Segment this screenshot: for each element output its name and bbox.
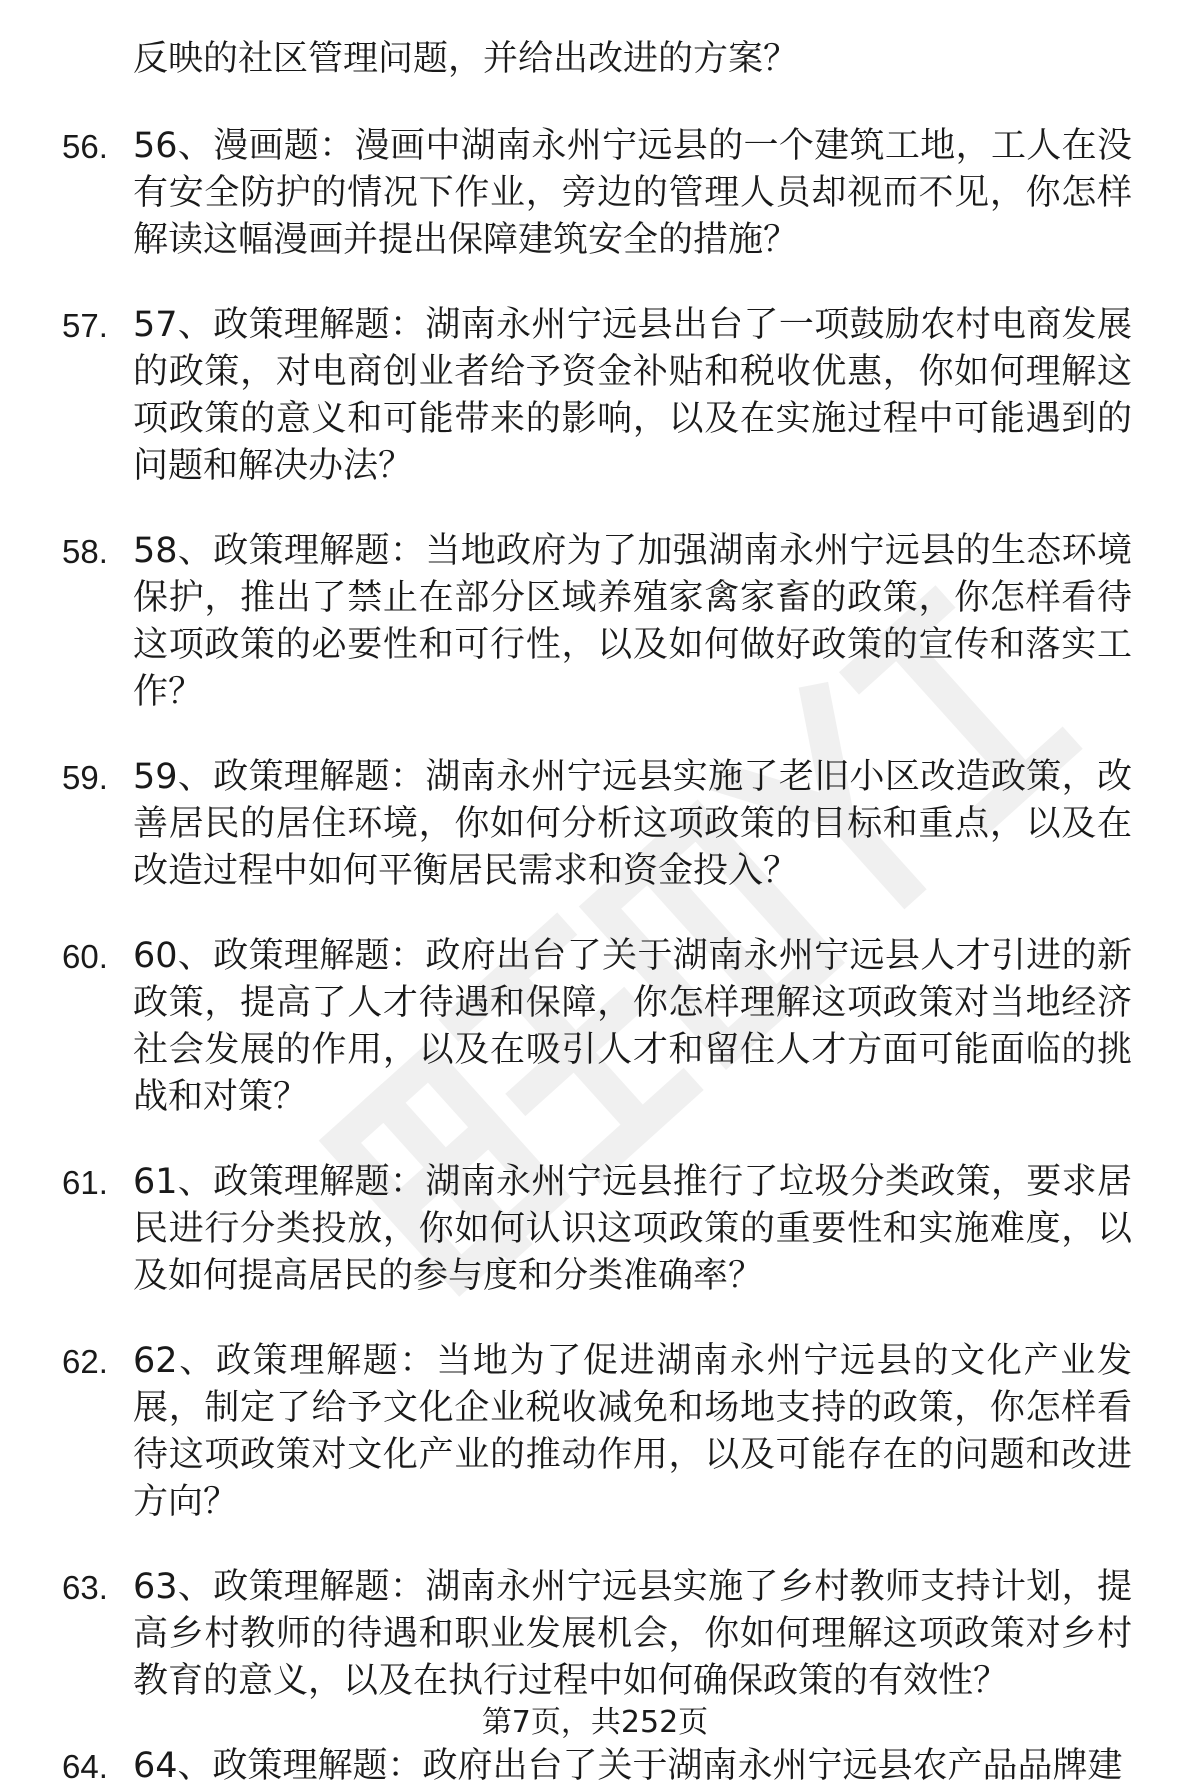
continuation-line: 反映的社区管理问题，并给出改进的方案？ [133,39,799,79]
question-item-60 [62,933,1132,1121]
question-item-57 [62,302,1132,490]
question-number: 64. [62,1748,108,1785]
question-number: 57. [62,307,108,344]
question-number: 63. [62,1569,108,1606]
question-text: 56、漫画题：漫画中湖南永州宁远县的一个建筑工地，工人在没有安全防护的情况下作业，旁边的管理人员却视而不见，你怎样解读这幅漫画并提出保障建筑安全的措施？ [133,126,1132,260]
question-item-61 [62,1159,1132,1300]
question-list [62,123,1132,1790]
question-text: 57、政策理解题：湖南永州宁远县出台了一项鼓励农村电商发展的政策，对电商创业者给予资金补贴和税收优惠，你如何理解这项政策的意义和可能带来的影响，以及在实施过程中可能遇到的问题和解决办法？ [133,305,1132,486]
question-text: 59、政策理解题：湖南永州宁远县实施了老旧小区改造政策，改善居民的居住环境，你如何分析这项政策的目标和重点，以及在改造过程中如何平衡居民需求和资金投入？ [133,757,1132,891]
question-number: 60. [62,938,108,975]
question-text: 60、政策理解题：政府出台了关于湖南永州宁远县人才引进的新政策，提高了人才待遇和保障，你怎样理解这项政策对当地经济社会发展的作用，以及在吸引人才和留住人才方面可能面临的挑战和对策？ [133,936,1132,1117]
question-number: 59. [62,759,108,796]
page-footer: 第7页，共252页 [481,1705,709,1740]
question-item-62 [62,1338,1132,1526]
question-item-64 [62,1743,1132,1790]
question-text: 61、政策理解题：湖南永州宁远县推行了垃圾分类政策，要求居民进行分类投放，你如何认识这项政策的重要性和实施难度，以及如何提高居民的参与度和分类准确率？ [133,1162,1132,1296]
question-item-59 [62,754,1132,895]
question-number: 58. [62,533,108,570]
question-text: 64、政策理解题：政府出台了关于湖南永州宁远县农产品品牌建 [133,1746,1123,1786]
question-item-58 [62,528,1132,716]
question-number: 62. [62,1343,108,1380]
question-text: 62、政策理解题：当地为了促进湖南永州宁远县的文化产业发展，制定了给予文化企业税收减免和场地支持的政策，你怎样看待这项政策对文化产业的推动作用，以及可能存在的问题和改进方向？ [133,1341,1132,1522]
question-number: 56. [62,128,108,165]
question-item-56 [62,123,1132,264]
question-text: 58、政策理解题：当地政府为了加强湖南永州宁远县的生态环境保护，推出了禁止在部分区域养殖家禽家畜的政策，你怎样看待这项政策的必要性和可行性，以及如何做好政策的宣传和落实工作？ [133,531,1132,712]
question-item-63 [62,1564,1132,1705]
question-number: 61. [62,1164,108,1201]
question-text: 63、政策理解题：湖南永州宁远县实施了乡村教师支持计划，提高乡村教师的待遇和职业发展机会，你如何理解这项政策对乡村教育的意义，以及在执行过程中如何确保政策的有效性？ [133,1567,1132,1701]
